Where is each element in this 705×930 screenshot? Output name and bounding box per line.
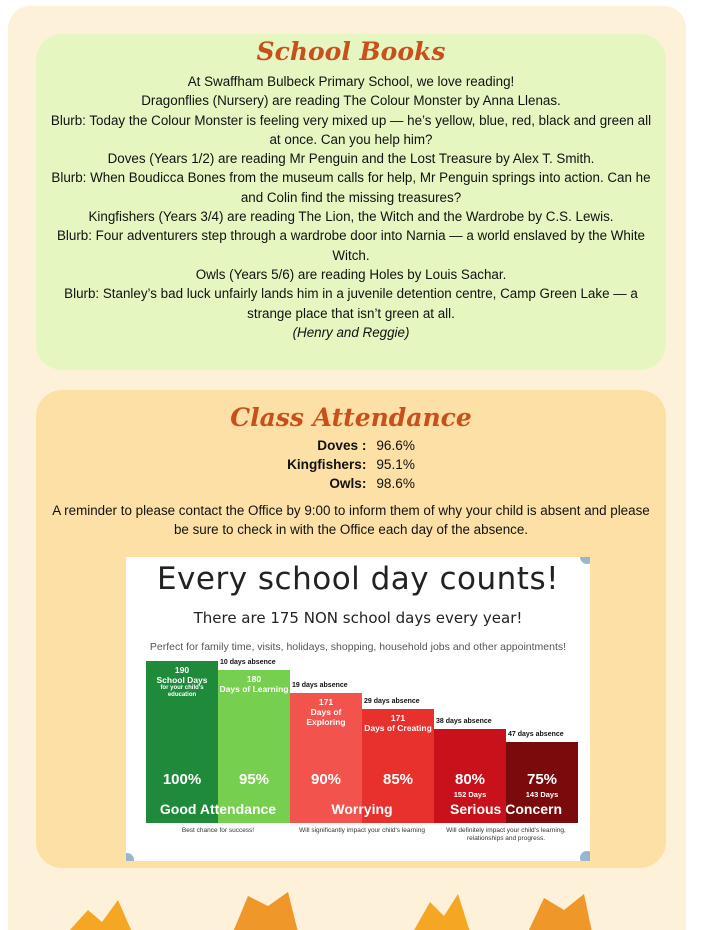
books-credit: (Henry and Reggie) (292, 324, 410, 340)
band-footer: Will definitely impact your child's learning, relationships and progress. (446, 827, 566, 842)
books-line: Owls (Years 5/6) are reading Holes by Louis Sachar. (195, 266, 507, 282)
bar-day-label: Days of Exploring (306, 707, 346, 727)
bar-label (218, 670, 290, 694)
corner-logo-icon (126, 853, 134, 861)
attendance-row (285, 436, 417, 455)
bar-day-count: 180 (246, 674, 262, 684)
attendance-band-good: Good Attendance (159, 801, 277, 817)
class-attendance-section (36, 390, 666, 868)
poster-subtitle: There are 175 NON school days every year! (193, 609, 523, 627)
attendance-band-serious: Serious Concern (449, 801, 563, 817)
attendance-band-worrying: Worrying (331, 801, 393, 817)
bar-percentage: 100% (162, 771, 202, 788)
bar-note: for your child's education (160, 685, 204, 698)
bar-days: 152 Days (453, 790, 487, 799)
leaf-icon (528, 894, 592, 930)
books-line: Dragonflies (Nursery) are reading The Colour Monster by Anna Llenas. (141, 93, 561, 109)
attendance-row (285, 455, 417, 474)
attendance-table (285, 436, 417, 493)
bar-day-label: Days of Creating (364, 723, 432, 733)
school-books-section (36, 34, 666, 370)
books-line: Blurb: Today the Colour Monster is feeling very mixed up — he’s yellow, blue, red, black and green all at once. Can you help him? (50, 112, 652, 147)
attendance-value: 95.1% (376, 457, 415, 472)
bar-percentage: 95% (238, 771, 270, 788)
absence-label: 29 days absence (364, 698, 420, 705)
poster-note: Perfect for family time, visits, holidays, shopping, household jobs and other appointments! (149, 641, 567, 653)
band-footer: Best chance for success! (181, 827, 255, 834)
books-line: Blurb: Stanley’s bad luck unfairly lands him in a juvenile detention centre, Camp Green Lake — a strange place that isn’t green at all. (64, 286, 638, 321)
absence-label: 19 days absence (292, 682, 348, 689)
attendance-class: Owls: (329, 476, 367, 491)
attendance-class: Kingfishers: (287, 457, 367, 472)
bar-percentage: 90% (310, 771, 342, 788)
bar-days: 143 Days (525, 790, 559, 799)
bar-percentage: 75% (526, 771, 558, 788)
books-line: Blurb: Four adventurers step through a wardrobe door into Narnia — a world enslaved by the White Witch. (56, 228, 645, 263)
attendance-row (285, 474, 417, 493)
bar-day-count: 171 (390, 713, 406, 723)
leaf-icon (233, 892, 298, 930)
absence-label: 38 days absence (436, 718, 492, 725)
bar-label (362, 709, 434, 733)
bar-day-label: School Days (156, 675, 208, 685)
bar-day-label: Days of Learning (219, 684, 289, 694)
attendance-poster (126, 557, 590, 861)
books-line: Kingfishers (Years 3/4) are reading The Lion, the Witch and the Wardrobe by C.S. Lewis. (88, 209, 614, 225)
school-books-title: School Books (256, 37, 446, 66)
attendance-class: Doves : (317, 438, 367, 453)
bar-label (506, 742, 578, 746)
corner-logo-icon (580, 851, 590, 861)
bar-percentage: 85% (382, 771, 414, 788)
books-line: Blurb: When Boudicca Bones from the museum calls for help, Mr Penguin springs into action. Can he and Colin find the missing treasures? (51, 170, 651, 205)
books-line: At Swaffham Bulbeck Primary School, we love reading! (187, 74, 515, 89)
leaf-icon (413, 894, 470, 930)
bar-day-count: 190 (174, 665, 190, 675)
band-footer: Will significantly impact your child's learning (299, 827, 425, 834)
bar-percentage: 80% (454, 771, 486, 788)
bar-label (434, 729, 506, 733)
absence-label: 47 days absence (508, 731, 564, 738)
newsletter-page (8, 6, 686, 930)
class-attendance-title: Class Attendance (230, 403, 472, 432)
school-books-text (46, 72, 656, 342)
bar-label (290, 693, 362, 727)
bar-day-count: 171 (318, 697, 334, 707)
books-line: Doves (Years 1/2) are reading Mr Penguin and the Lost Treasure by Alex T. Smith. (107, 151, 595, 167)
attendance-value: 98.6% (376, 476, 415, 491)
leaf-icon (68, 900, 132, 930)
attendance-value: 96.6% (376, 438, 415, 453)
bar-label (146, 661, 218, 699)
attendance-reminder: A reminder to please contact the Office by 9:00 to inform them of why your child is absent and please be sure to check in with the Office each day of the absence. (52, 503, 650, 537)
autumn-leaves-decoration (58, 892, 658, 930)
absence-label: 10 days absence (220, 659, 276, 666)
poster-title: Every school day counts! (156, 561, 560, 597)
